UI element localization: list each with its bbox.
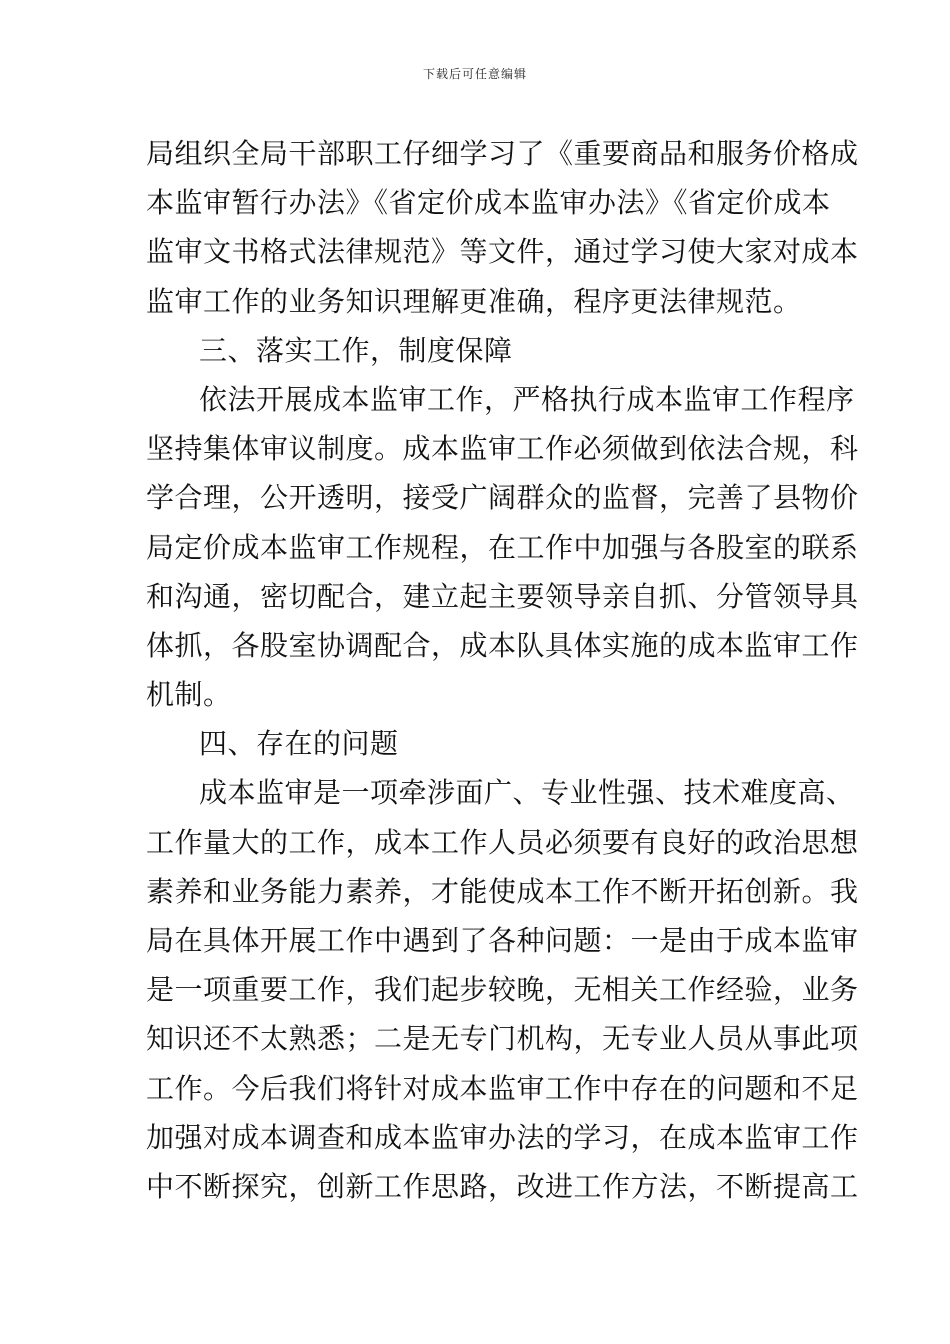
text-line: 机制。 [146,678,232,712]
text-line: 监审工作的业务知识理解更准确，程序更法律规范。 [146,284,802,318]
text-line: 工作。今后我们将针对成本监审工作中存在的问题和不足 [146,1071,859,1105]
paragraph-study-documents [146,129,859,326]
text-line: 中不断探究，创新工作思路，改进工作方法，不断提高工 [146,1169,859,1203]
text-line: 局组织全局干部职工仔细学习了《重要商品和服务价格成 [146,137,859,170]
section-heading-3: 三、落实工作，制度保障 [199,333,513,367]
text-line: 依法开展成本监审工作，严格执行成本监审工作程序 [199,382,855,416]
text-line: 素养和业务能力素养，才能使成本工作不断开拓创新。我 [146,874,859,908]
text-line: 学合理，公开透明，接受广阔群众的监督，完善了县物价 [146,481,859,515]
text-line: 加强对成本调查和成本监审办法的学习，在成本监审工作 [146,1120,859,1154]
paragraph-problems [146,768,859,1211]
text-line: 和沟通，密切配合，建立起主要领导亲自抓、分管领导具 [146,579,859,613]
text-line: 体抓，各股室协调配合，成本队具体实施的成本监审工作 [146,628,859,662]
paragraph-implementation [146,375,859,719]
document-body [146,129,859,1211]
section-heading-4: 四、存在的问题 [199,727,399,761]
text-line: 工作量大的工作，成本工作人员必须要有良好的政治思想 [146,825,859,859]
page-header-note: 下载后可任意编辑 [422,67,527,81]
text-line: 知识还不太熟悉；二是无专门机构，无专业人员从事此项 [146,1022,859,1056]
text-line: 成本监审是一项牵涉面广、专业性强、技术难度高、 [199,776,855,810]
text-line: 局定价成本监审工作规程，在工作中加强与各股室的联系 [146,530,859,564]
text-line: 本监审暂行办法》《省定价成本监审办法》《省定价成本 [146,186,831,220]
text-line: 局在具体开展工作中遇到了各种问题：一是由于成本监审 [146,924,859,957]
text-line: 是一项重要工作，我们起步较晚，无相关工作经验，业务 [146,973,859,1007]
text-line: 监审文书格式法律规范》等文件，通过学习使大家对成本 [146,235,859,269]
text-line: 坚持集体审议制度。成本监审工作必须做到依法合规，科 [146,432,859,466]
